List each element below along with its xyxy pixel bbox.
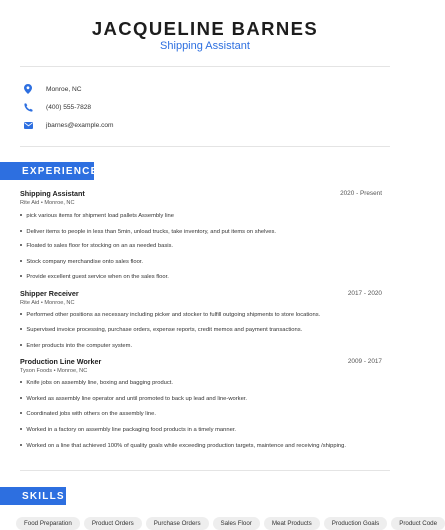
job-title: Shipper Receiver bbox=[20, 289, 79, 298]
job-bullet bbox=[20, 312, 320, 318]
job-dates: 2009 - 2017 bbox=[347, 358, 382, 365]
bullet-dot bbox=[20, 381, 22, 383]
header-divider bbox=[20, 66, 390, 67]
job-bullet bbox=[20, 380, 173, 386]
bullet-dot bbox=[20, 428, 22, 430]
bullet-dot bbox=[20, 344, 22, 346]
company-name: Tyson Foods bbox=[20, 368, 53, 374]
job-dates: 2020 - Present bbox=[340, 190, 382, 197]
job-company: Rite Aid • Monroe, NC bbox=[20, 300, 75, 306]
bullet-dot bbox=[20, 230, 22, 232]
skill-chip: Meat Products bbox=[264, 517, 320, 530]
job-company: Tyson Foods • Monroe, NC bbox=[20, 368, 88, 374]
bullet-text: Knife jobs on assembly line, boxing and bagging product. bbox=[26, 380, 174, 386]
company-location: Monroe, NC bbox=[57, 368, 88, 374]
bullet-text: Performed other positions as necessary including picker and stocker to fulfill outgoing shipments to store locations. bbox=[26, 312, 321, 318]
job-company: Rite Aid • Monroe, NC bbox=[20, 200, 75, 206]
job-bullet bbox=[20, 427, 236, 433]
bullet-text: pick various items for shipment load pallets Assembly line bbox=[26, 213, 174, 219]
bullet-dot bbox=[20, 444, 22, 446]
bullet-dot bbox=[20, 275, 22, 277]
candidate-name: JACQUELINE BARNES bbox=[91, 18, 319, 39]
company-name: Rite Aid bbox=[20, 300, 40, 306]
job-bullet bbox=[20, 213, 174, 219]
skills-list bbox=[16, 517, 445, 530]
bullet-dot bbox=[20, 328, 22, 330]
bullet-dot bbox=[20, 397, 22, 399]
email-text: jbarnes@example.com bbox=[46, 121, 114, 129]
skill-chip: Product Code bbox=[391, 517, 445, 530]
bullet-dot bbox=[20, 244, 22, 246]
job-bullet bbox=[20, 443, 346, 449]
email-icon bbox=[23, 120, 33, 130]
bullet-text: Floated to sales floor for stocking on an as needed basis. bbox=[26, 243, 174, 249]
bullet-text: Stock company merchandise onto sales floor. bbox=[26, 259, 144, 265]
phone-icon bbox=[23, 102, 33, 112]
bullet-text: Worked in a factory on assembly line packaging food products in a timely manner. bbox=[26, 427, 237, 433]
bullet-text: Worked on a line that achieved 100% of quality goals while exceeding production targets, maintence and receiving /shipping. bbox=[26, 443, 346, 449]
phone-text: (400) 555-7828 bbox=[46, 103, 92, 111]
skill-chip: Production Goals bbox=[324, 517, 387, 530]
job-title: Shipping Assistant bbox=[20, 189, 85, 198]
location-pin-icon bbox=[23, 84, 33, 94]
skill-chip: Purchase Orders bbox=[146, 517, 209, 530]
job-bullet bbox=[20, 274, 169, 280]
job-bullet bbox=[20, 327, 302, 333]
company-name: Rite Aid bbox=[20, 200, 40, 206]
job-bullet bbox=[20, 229, 276, 235]
job-bullet bbox=[20, 343, 132, 349]
bullet-dot bbox=[20, 313, 22, 315]
job-bullet bbox=[20, 243, 173, 249]
contact-divider bbox=[20, 146, 390, 147]
company-location: Monroe, NC bbox=[44, 200, 75, 206]
bullet-dot bbox=[20, 214, 22, 216]
location-text: Monroe, NC bbox=[46, 85, 82, 93]
bullet-dot bbox=[20, 412, 22, 414]
job-bullet bbox=[20, 396, 247, 402]
bullet-text: Coordinated jobs with others on the assembly line. bbox=[26, 411, 156, 417]
skill-chip: Food Preparation bbox=[16, 517, 80, 530]
bullet-text: Worked as assembly line operator and until promoted to back up lead and line-worker. bbox=[26, 396, 248, 402]
skill-chip: Product Orders bbox=[84, 517, 142, 530]
job-bullet bbox=[20, 411, 156, 417]
experience-heading: EXPERIENCE bbox=[0, 162, 94, 180]
job-bullet bbox=[20, 259, 143, 265]
candidate-title: Shipping Assistant bbox=[160, 40, 250, 52]
bullet-dot bbox=[20, 260, 22, 262]
job-dates: 2017 - 2020 bbox=[347, 290, 382, 297]
skills-heading: SKILLS bbox=[0, 487, 66, 505]
skill-chip: Sales Floor bbox=[213, 517, 260, 530]
bullet-text: Provide excellent guest service when on the sales floor. bbox=[26, 274, 169, 280]
contact-email bbox=[23, 119, 114, 131]
experience-divider bbox=[20, 470, 390, 471]
bullet-text: Supervised invoice processing, purchase orders, expense reports, credit memos and payment transactions. bbox=[26, 327, 303, 333]
contact-location bbox=[23, 83, 82, 95]
company-location: Monroe, NC bbox=[44, 300, 75, 306]
job-title: Production Line Worker bbox=[20, 357, 102, 366]
contact-phone bbox=[23, 101, 91, 113]
bullet-text: Deliver items to people in less than 5min, unload trucks, take inventory, and put items on shelves. bbox=[26, 229, 276, 235]
bullet-text: Enter products into the computer system. bbox=[26, 343, 133, 349]
